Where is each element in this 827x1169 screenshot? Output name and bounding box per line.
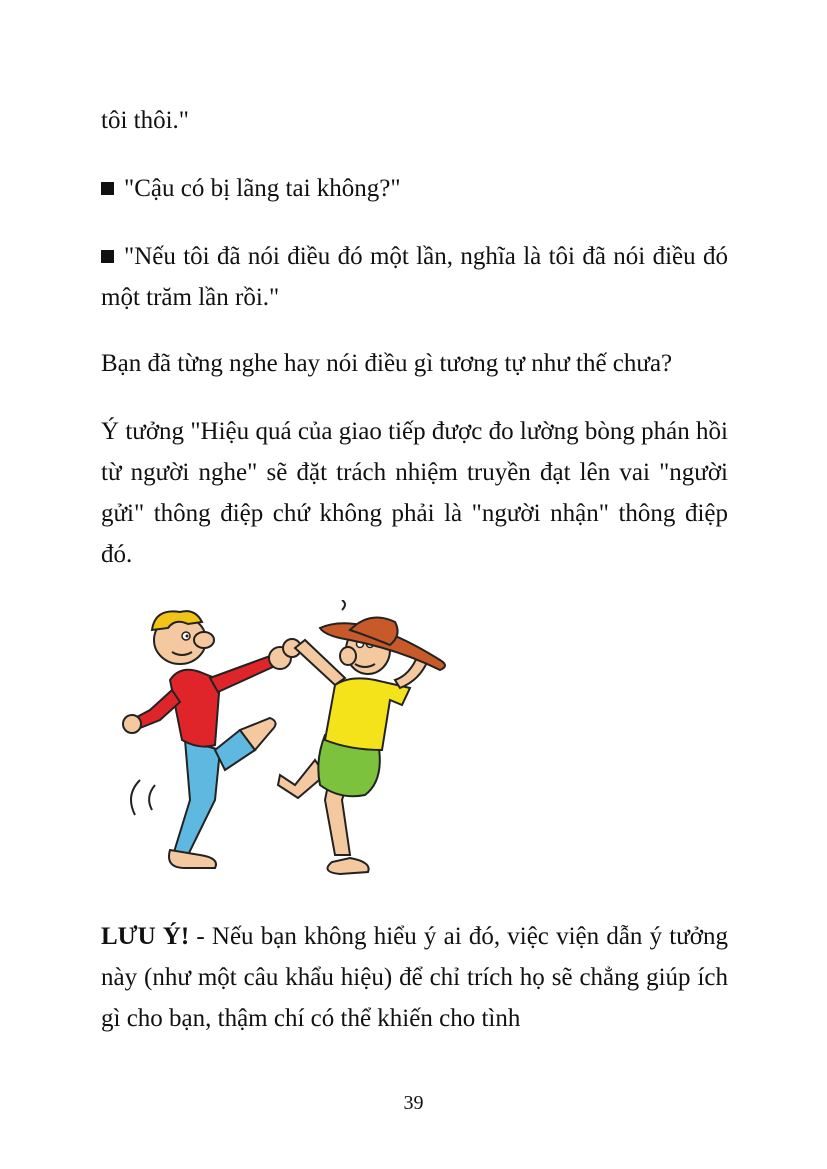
bullet-text: "Cậu có bị lãng tai không?" — [124, 175, 401, 202]
warning-text: - Nếu bạn không hiểu ý ai đó, việc viện dẫn ý tưởng này (như một câu khẩu hiệu) để chỉ trích họ sẽ chẳng giúp ích gì cho bạn, thậm chí có thể khiến cho tình — [101, 923, 728, 1032]
bullet-item — [101, 236, 728, 318]
warning-paragraph — [101, 916, 728, 1039]
square-bullet-icon — [101, 182, 114, 195]
square-bullet-icon — [101, 250, 114, 263]
bullet-text: "Nếu tôi đã nói điều đó một lần, nghĩa là tôi đã nói điều đó một trăm lần rồi." — [101, 243, 728, 311]
page-number: 39 — [403, 1092, 424, 1114]
idea-paragraph: Ý tưởng "Hiệu quá của giao tiếp được đo lường bòng phán hồi từ người nghe" sẽ đặt trách nhiệm truyền đạt lên vai "người gửi" thông điệp chứ không phải là "người nhận" thông điệp đó. — [101, 418, 728, 568]
question-paragraph: Bạn đã từng nghe hay nói điều gì tương tự như thế chưa? — [101, 350, 673, 377]
bullet-item — [101, 168, 728, 209]
continued-quote-line: tôi thôi." — [101, 107, 189, 134]
warning-label: LƯU Ý! — [101, 923, 190, 950]
dancing-men-illustration — [110, 600, 460, 885]
